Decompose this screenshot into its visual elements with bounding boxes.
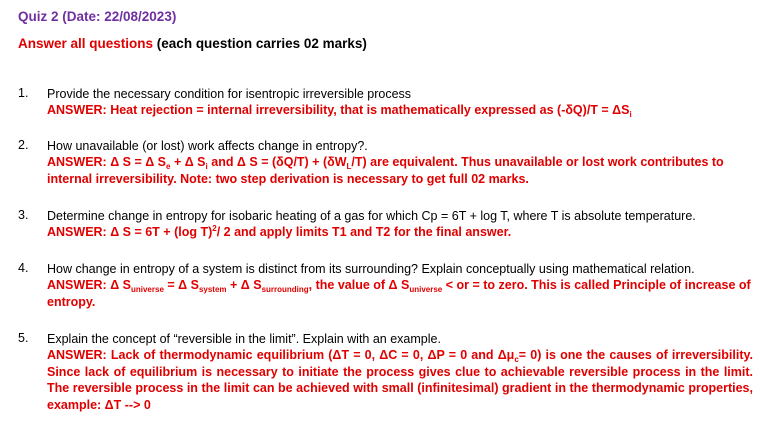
question-number: 3. [18, 208, 29, 222]
answer-segment: = Δ S [163, 278, 199, 292]
answer-segment: / 2 and apply limits T1 and T2 for the final answer. [216, 225, 512, 239]
answer-segment: + Δ S [226, 278, 262, 292]
answer-text [47, 102, 753, 119]
question-4 [18, 261, 753, 310]
question-number: 5. [18, 331, 29, 345]
answer-subscript: universe [409, 285, 443, 294]
instructions-main: Answer all questions [18, 36, 154, 51]
answer-segment: ANSWER: Lack of thermodynamic equilibrium (ΔT = 0, ΔC = 0, ΔP = 0 and Δμ [47, 348, 515, 362]
answer-segment: = 0) is one the causes of irreversibility. Since lack of equilibrium is necessary to initiate the process gives clue to achievable reversible process in the limit. The reversible process in the limit can be achieved with small (infinitesimal) gradient in the thermodynamic properties, example: ΔT --> 0 [47, 348, 753, 412]
question-3 [18, 208, 753, 241]
question-1 [18, 86, 753, 119]
instructions-marks: (each question carries 02 marks) [153, 36, 367, 51]
question-2 [18, 138, 753, 187]
question-text: Provide the necessary condition for isentropic irreversible process [47, 87, 412, 101]
answer-segment: < or = to zero. This is called Principle of increase of entropy. [47, 278, 751, 309]
question-text: Determine change in entropy for isobaric heating of a gas for which Cp = 6T + log T, where T is absolute temperature. [47, 209, 696, 223]
answer-text [47, 347, 753, 413]
answer-text [47, 154, 753, 187]
answer-subscript: L [346, 162, 352, 171]
question-number: 1. [18, 86, 29, 100]
answer-main: ANSWER: Heat rejection = internal irreversibility, that is mathematically expressed as (-δQ)/T = ΔS [47, 103, 630, 117]
answer-segment: /T) are equivalent. Thus unavailable or lost work contributes to internal irreversibility. Note: two step derivation is necessary to get full 02 marks. [47, 155, 724, 186]
question-number: 4. [18, 261, 29, 275]
question-text: How unavailable (or lost) work affects change in entropy?. [47, 139, 368, 153]
question-text: Explain the concept of “reversible in the limit”. Explain with an example. [47, 332, 441, 346]
answer-subscript: i [205, 162, 208, 171]
answer-segment: , the value of Δ S [308, 278, 410, 292]
question-number: 2. [18, 138, 29, 152]
instructions [18, 36, 367, 51]
answer-subscript: i [629, 110, 632, 119]
answer-segment: ANSWER: Δ S = 6T + (log T) [47, 225, 213, 239]
quiz-title: Quiz 2 (Date: 22/08/2023) [18, 9, 177, 24]
answer-segment: + Δ S [170, 155, 206, 169]
answer-text [47, 224, 753, 241]
question-5 [18, 331, 753, 413]
answer-text [47, 277, 753, 310]
answer-segment: ANSWER: Δ S = Δ S [47, 155, 167, 169]
answer-subscript: universe [130, 285, 164, 294]
answer-segment: and Δ S = (δQ/T) + (δW [207, 155, 347, 169]
question-text: How change in entropy of a system is distinct from its surrounding? Explain conceptually using mathematical relation. [47, 262, 695, 276]
answer-segment: ANSWER: Δ S [47, 278, 131, 292]
answer-subscript: e [166, 162, 171, 171]
answer-subscript: c [514, 355, 519, 364]
answer-subscript: surrounding [261, 285, 309, 294]
answer-superscript: 2 [212, 224, 217, 233]
answer-subscript: system [198, 285, 227, 294]
